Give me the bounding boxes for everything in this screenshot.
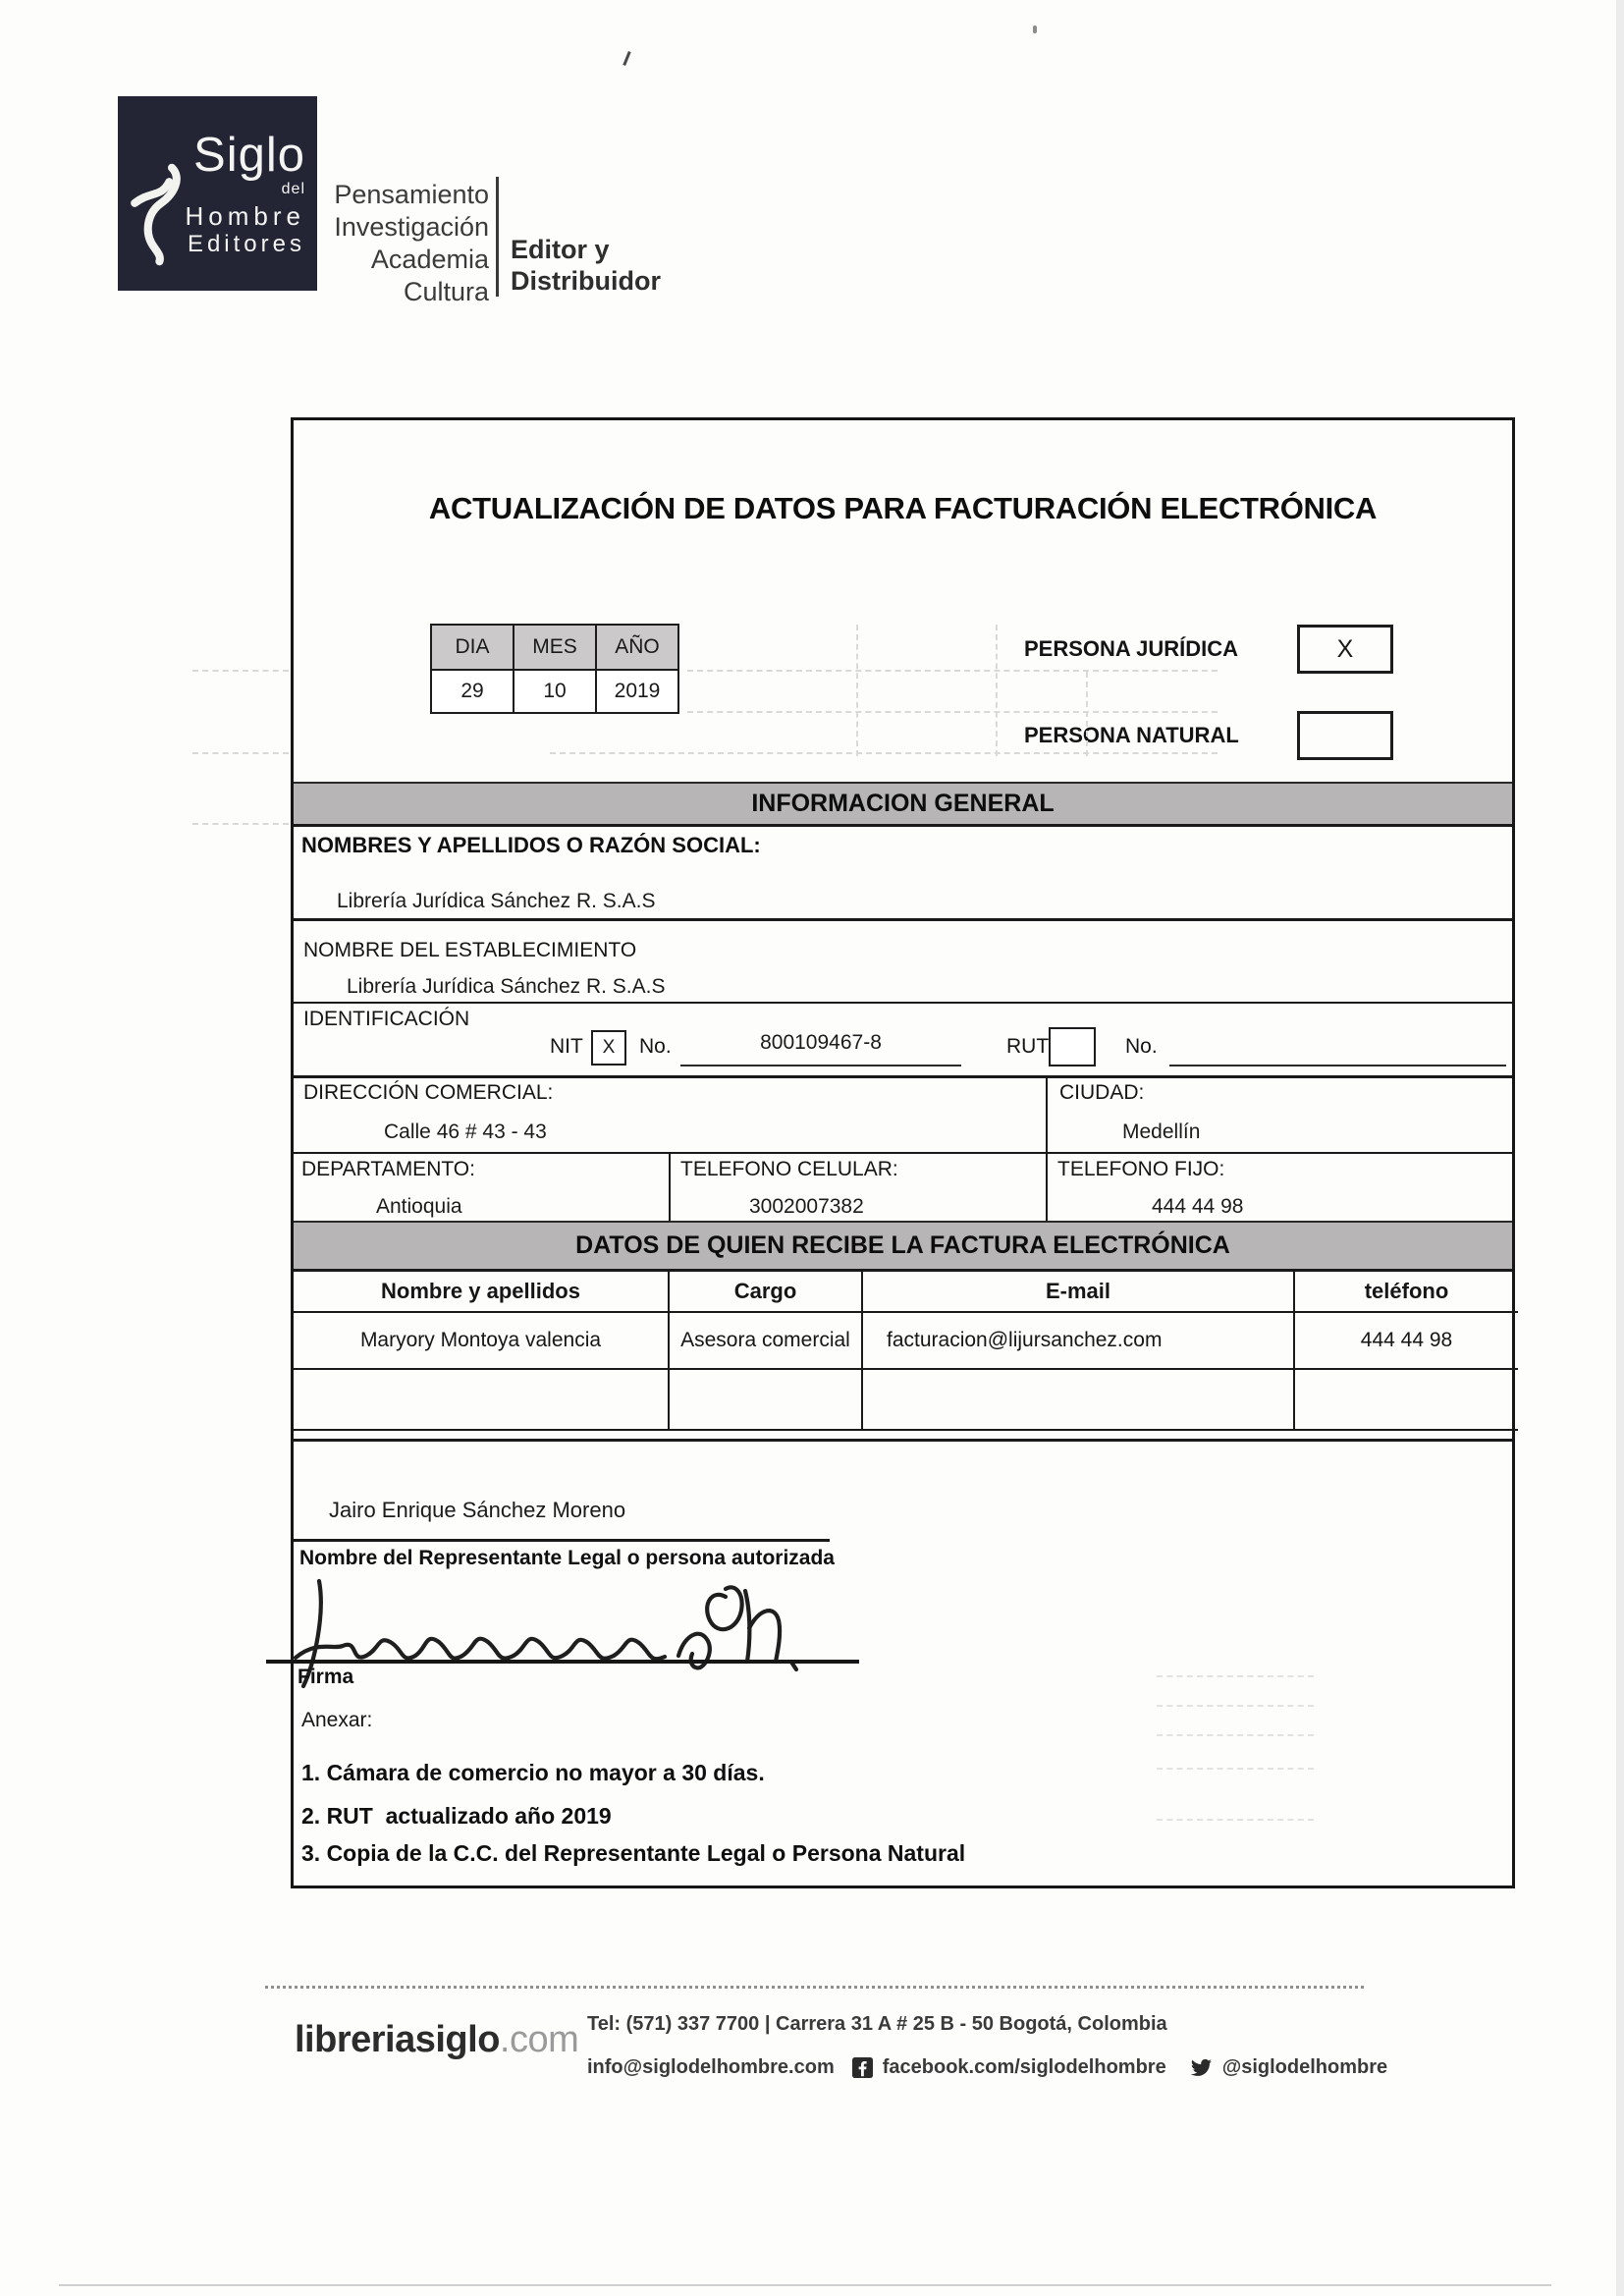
date-value-mes: 10: [514, 670, 596, 713]
identificacion-label: IDENTIFICACIÓN: [303, 1008, 470, 1030]
anexar-item-3: 3. Copia de la C.C. del Representante Legal o Persona Natural: [301, 1840, 966, 1866]
anexar-item-2: 2. RUT actualizado año 2019: [301, 1803, 612, 1829]
footer-contact-line: Tel: (571) 337 7700 | Carrera 31 A # 25 B - 50 Bogotá, Colombia: [587, 2013, 1167, 2035]
date-table: [430, 624, 679, 714]
departamento-value: Antioquia: [376, 1195, 462, 1218]
date-header-mes: MES: [514, 625, 596, 670]
scan-artifact: [192, 670, 289, 672]
date-header-ano: AÑO: [596, 625, 678, 670]
recipient-table: [294, 1272, 1518, 1431]
establecimiento-label: NOMBRE DEL ESTABLECIMIENTO: [303, 939, 637, 961]
table-row: [294, 1312, 1518, 1369]
cell-divider: [1046, 1075, 1048, 1152]
direccion-label: DIRECCIÓN COMERCIAL:: [303, 1081, 554, 1104]
divider-line: [294, 918, 1512, 921]
footer-site-light: .com: [499, 2019, 579, 2060]
ciudad-label: CIUDAD:: [1059, 1081, 1145, 1104]
logo-word-hombre: Hombre: [185, 201, 305, 231]
brand-role: [511, 234, 661, 297]
divider-line: [294, 1152, 1512, 1154]
tagline-line: Investigación: [334, 212, 489, 242]
date-value-dia: 29: [431, 670, 514, 713]
ciudad-value: Medellín: [1122, 1121, 1201, 1143]
tagline-line: Cultura: [403, 277, 489, 306]
firma-label: Firma: [298, 1666, 354, 1688]
persona-natural-checkbox: [1297, 711, 1393, 760]
role-line: Distribuidor: [511, 266, 661, 296]
establecimiento-value: Librería Jurídica Sánchez R. S.A.S: [347, 975, 666, 998]
section-datos-recibe: DATOS DE QUIEN RECIBE LA FACTURA ELECTRÓNICA: [294, 1221, 1512, 1272]
cell-divider: [669, 1152, 671, 1221]
footer-site-logo: [295, 2019, 578, 2061]
signature-handwriting: [282, 1567, 861, 1690]
tel-celular-label: TELEFONO CELULAR:: [680, 1158, 898, 1180]
direccion-value: Calle 46 # 43 - 43: [384, 1121, 547, 1143]
departamento-label: DEPARTAMENTO:: [301, 1158, 475, 1180]
cell-divider: [1046, 1152, 1048, 1221]
divider-line: [294, 1075, 1512, 1078]
rut-no-label: No.: [1125, 1035, 1158, 1058]
cell-nombre: Maryory Montoya valencia: [294, 1312, 669, 1369]
footer-email: info@siglodelhombre.com: [587, 2056, 835, 2078]
persona-natural-label: PERSONA NATURAL: [1024, 723, 1239, 747]
signature-line: [266, 1660, 859, 1664]
cell-email: [862, 1369, 1294, 1430]
rut-value: [1169, 1031, 1506, 1066]
table-bottom-line: [294, 1439, 1512, 1442]
anexar-item-1: 1. Cámara de comercio no mayor a 30 días.: [301, 1760, 765, 1785]
rut-checkbox: [1049, 1027, 1096, 1066]
persona-juridica-label: PERSONA JURÍDICA: [1024, 636, 1238, 661]
facturacion-form: [291, 417, 1515, 1888]
tel-fijo-value: 444 44 98: [1152, 1195, 1244, 1218]
footer-twitter: @siglodelhombre: [1221, 2056, 1388, 2078]
date-header-dia: DIA: [431, 625, 514, 670]
scan-artifact: [623, 51, 630, 66]
legal-rep-label: Nombre del Representante Legal o persona autorizada: [299, 1547, 835, 1569]
tagline-line: Pensamiento: [334, 180, 489, 209]
logo-word-del: del: [281, 181, 305, 197]
scan-artifact: [192, 752, 289, 754]
col-email: E-mail: [862, 1272, 1294, 1312]
tel-fijo-label: TELEFONO FIJO:: [1057, 1158, 1225, 1180]
footer-facebook: facebook.com/siglodelhombre: [882, 2056, 1166, 2078]
footer-social-line: [587, 2056, 1387, 2079]
cell-telefono: [1294, 1369, 1518, 1430]
twitter-icon: [1190, 2056, 1213, 2079]
brand-tagline: [334, 179, 489, 308]
scan-artifact: [1616, 0, 1624, 2296]
cell-telefono: 444 44 98: [1294, 1312, 1518, 1369]
scan-artifact: [192, 823, 289, 825]
anexar-label: Anexar:: [301, 1709, 373, 1731]
persona-juridica-checkbox: X: [1297, 625, 1393, 674]
col-telefono: teléfono: [1294, 1272, 1518, 1312]
nit-value: 800109467-8: [680, 1031, 961, 1066]
scan-artifact: [59, 2284, 1551, 2286]
nit-label: NIT: [550, 1035, 583, 1058]
col-cargo: Cargo: [669, 1272, 862, 1312]
cell-nombre: [294, 1369, 669, 1430]
scan-artifact: [1033, 26, 1037, 33]
siglo-del-hombre-logo: [118, 96, 317, 291]
name-underline: [294, 1539, 830, 1542]
logo-wordmark: [185, 129, 305, 257]
razon-social-label: NOMBRES Y APELLIDOS O RAZÓN SOCIAL:: [301, 833, 761, 857]
logo-word-siglo: Siglo: [193, 129, 305, 182]
cell-cargo: Asesora comercial: [669, 1312, 862, 1369]
footer-site-bold: libreriasiglo: [295, 2019, 500, 2060]
cell-email: facturacion@lijursanchez.com: [862, 1312, 1294, 1369]
divider-line: [294, 1002, 1512, 1004]
legal-rep-name: Jairo Enrique Sánchez Moreno: [329, 1498, 626, 1522]
tel-celular-value: 3002007382: [749, 1195, 864, 1218]
section-informacion-general: INFORMACION GENERAL: [294, 782, 1512, 827]
facebook-icon: [852, 2057, 873, 2078]
recipient-header-row: [294, 1272, 1518, 1312]
date-value-ano: 2019: [596, 670, 678, 713]
nit-checkbox: X: [591, 1030, 626, 1066]
logo-word-editores: Editores: [187, 231, 305, 257]
role-line: Editor y: [511, 235, 610, 264]
form-title: ACTUALIZACIÓN DE DATOS PARA FACTURACIÓN ELECTRÓNICA: [428, 491, 1378, 525]
razon-social-value: Librería Jurídica Sánchez R. S.A.S: [337, 890, 656, 912]
col-nombre: Nombre y apellidos: [294, 1272, 669, 1312]
footer-divider: [265, 1986, 1367, 1989]
rut-label: RUT: [1006, 1035, 1050, 1058]
nit-no-label: No.: [639, 1035, 672, 1058]
tagline-divider: [496, 177, 499, 297]
tagline-line: Academia: [370, 245, 489, 274]
cell-cargo: [669, 1369, 862, 1430]
table-row-empty: [294, 1369, 1518, 1430]
